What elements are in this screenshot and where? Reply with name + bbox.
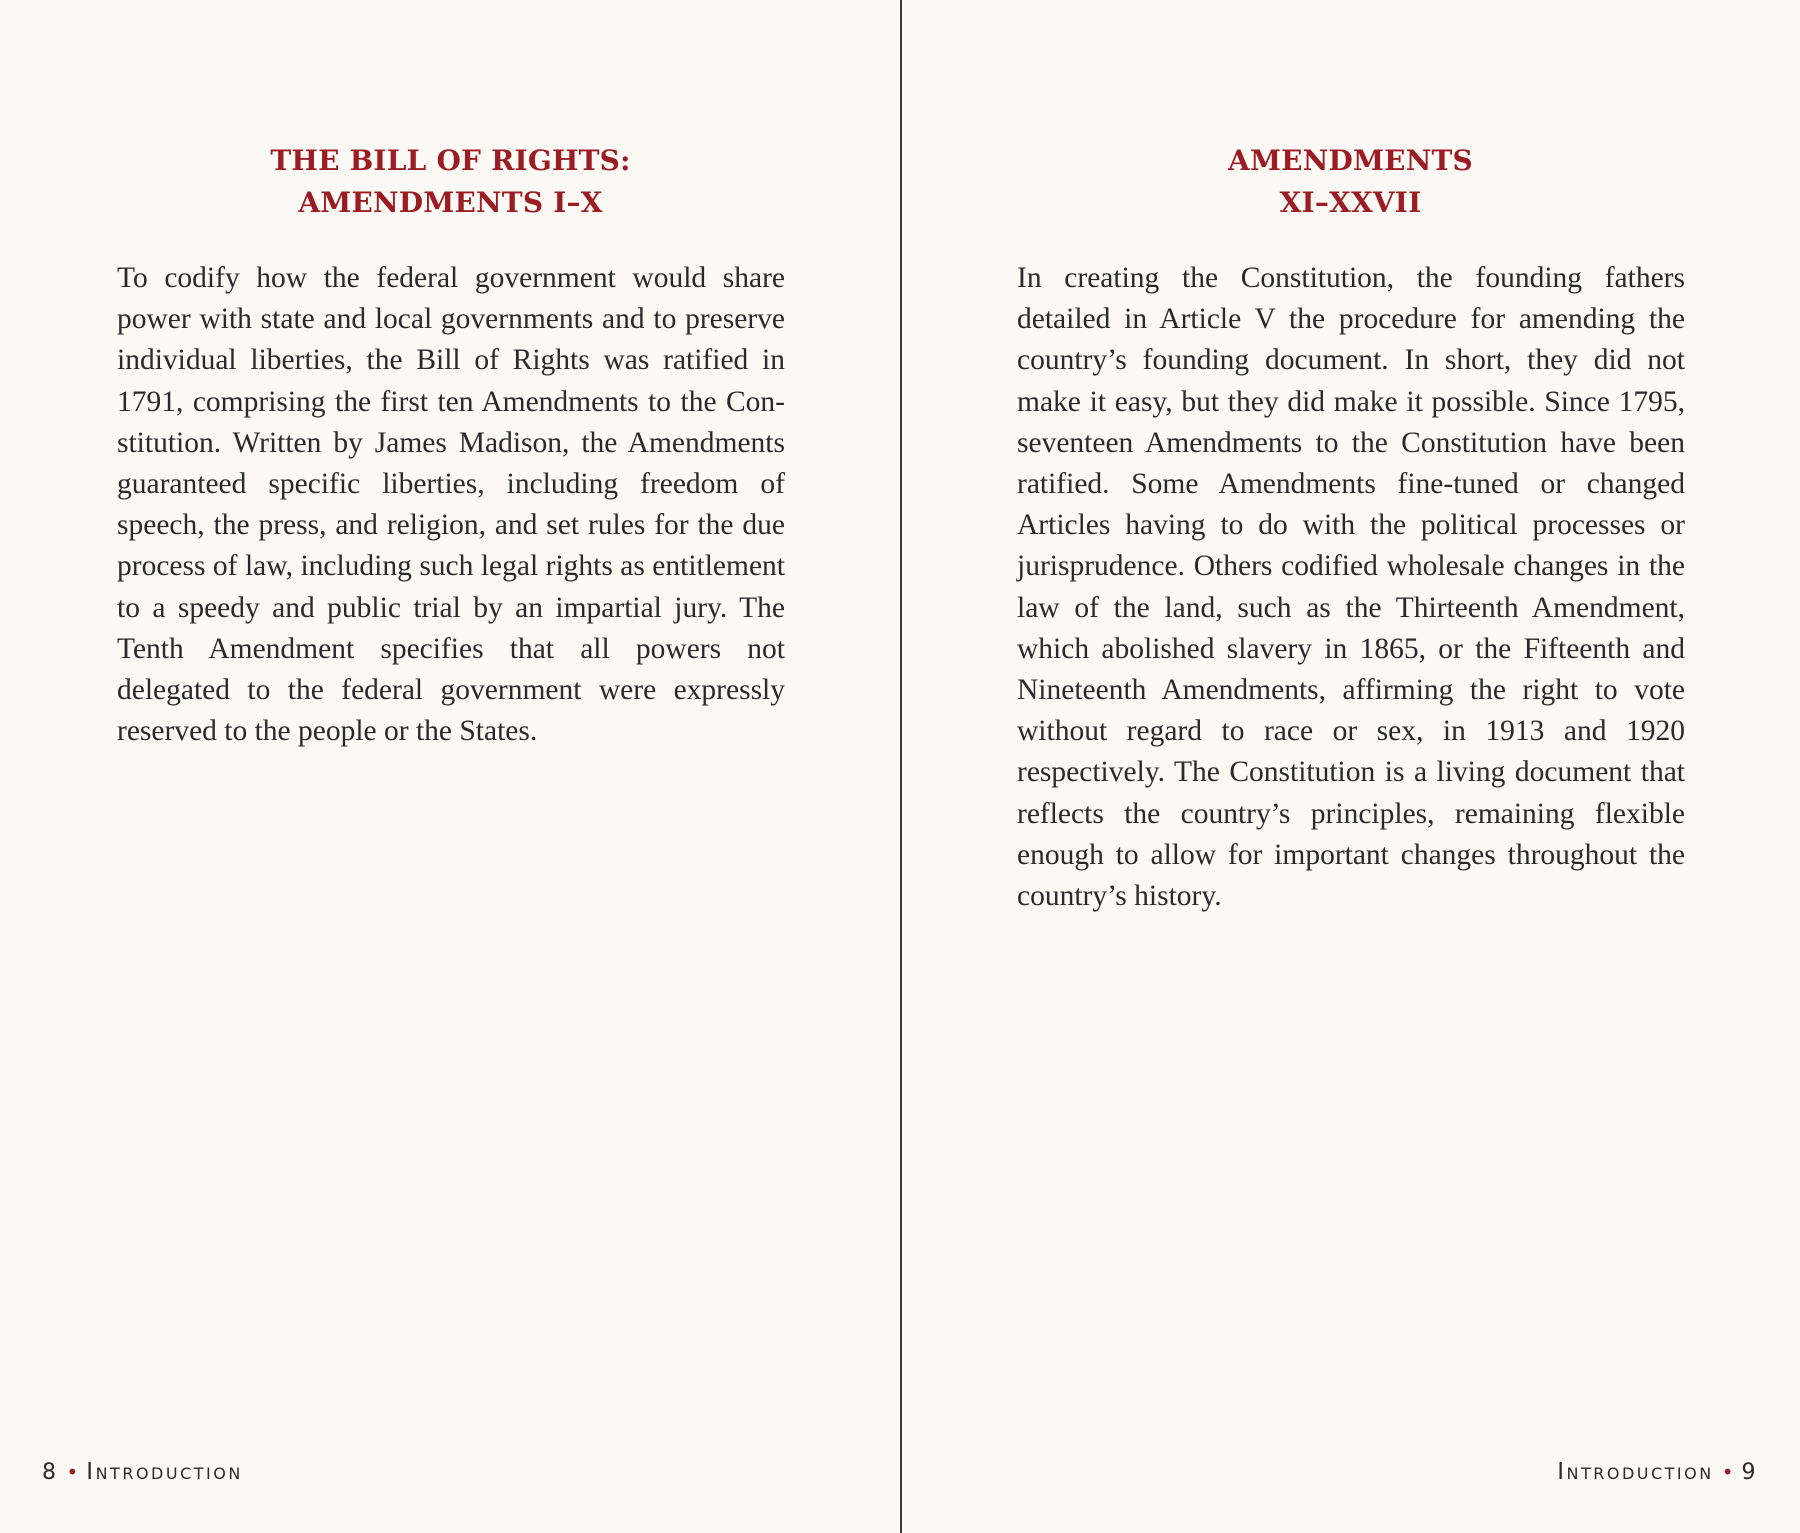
right-page [902, 0, 1800, 1533]
right-heading-line-2: XI–XXVII [1279, 186, 1422, 219]
folio-bullet-icon: • [1721, 1460, 1734, 1484]
right-page-folio [1557, 1458, 1758, 1487]
page-number: 9 [1741, 1460, 1758, 1485]
right-heading-line-1: AMENDMENTS [1228, 144, 1473, 177]
left-page-heading [117, 140, 784, 224]
right-page-heading [1017, 140, 1684, 224]
left-page-folio [42, 1458, 243, 1487]
left-page-body: To codify how the federal government would share power with state and local governments and to preserve individual liberties, the Bill of Rights was ratified in 1791, comprising the first ten Amendments to the Constitution. Written by James Madison, the Amendments guaranteed specific liberties, including freedom of speech, the press, and religion, and set rules for the due process of law, including such legal rights as entitlement to a speedy and public trial by an impartial jury. The Tenth Amendment specifies that all powers not delegated to the federal government were expressly reserved to the people or the States. [117, 262, 785, 748]
left-heading-line-1: THE BILL OF RIGHTS: [270, 144, 631, 177]
right-page-body: In creating the Constitution, the founding fathers detailed in Article V the procedure for amending the country’s founding document. In short, they did not make it easy, but they did make it possible. Since 1795, seventeen Amendments to the Constitution have been ratified. Some Amendments fine-tuned or changed Articles having to do with the political processes or jurisprudence. Others codified wholesale changes in the law of the land, such as the Thirteenth Amendment, which abolished slavery in 1865, or the Fifteenth and Nineteenth Amendments, affirming the right to vote without regard to race or sex, in 1913 and 1920 respectively. The Constitution is a living document that reflects the country’s principles, remaining flexible enough to allow for important changes throughout the country’s history. [1017, 262, 1685, 913]
running-head: Introduction [86, 1459, 243, 1485]
folio-bullet-icon: • [66, 1460, 79, 1484]
running-head: Introduction [1557, 1459, 1714, 1485]
page-number: 8 [42, 1460, 59, 1485]
left-heading-line-2: AMENDMENTS I–X [298, 186, 603, 219]
